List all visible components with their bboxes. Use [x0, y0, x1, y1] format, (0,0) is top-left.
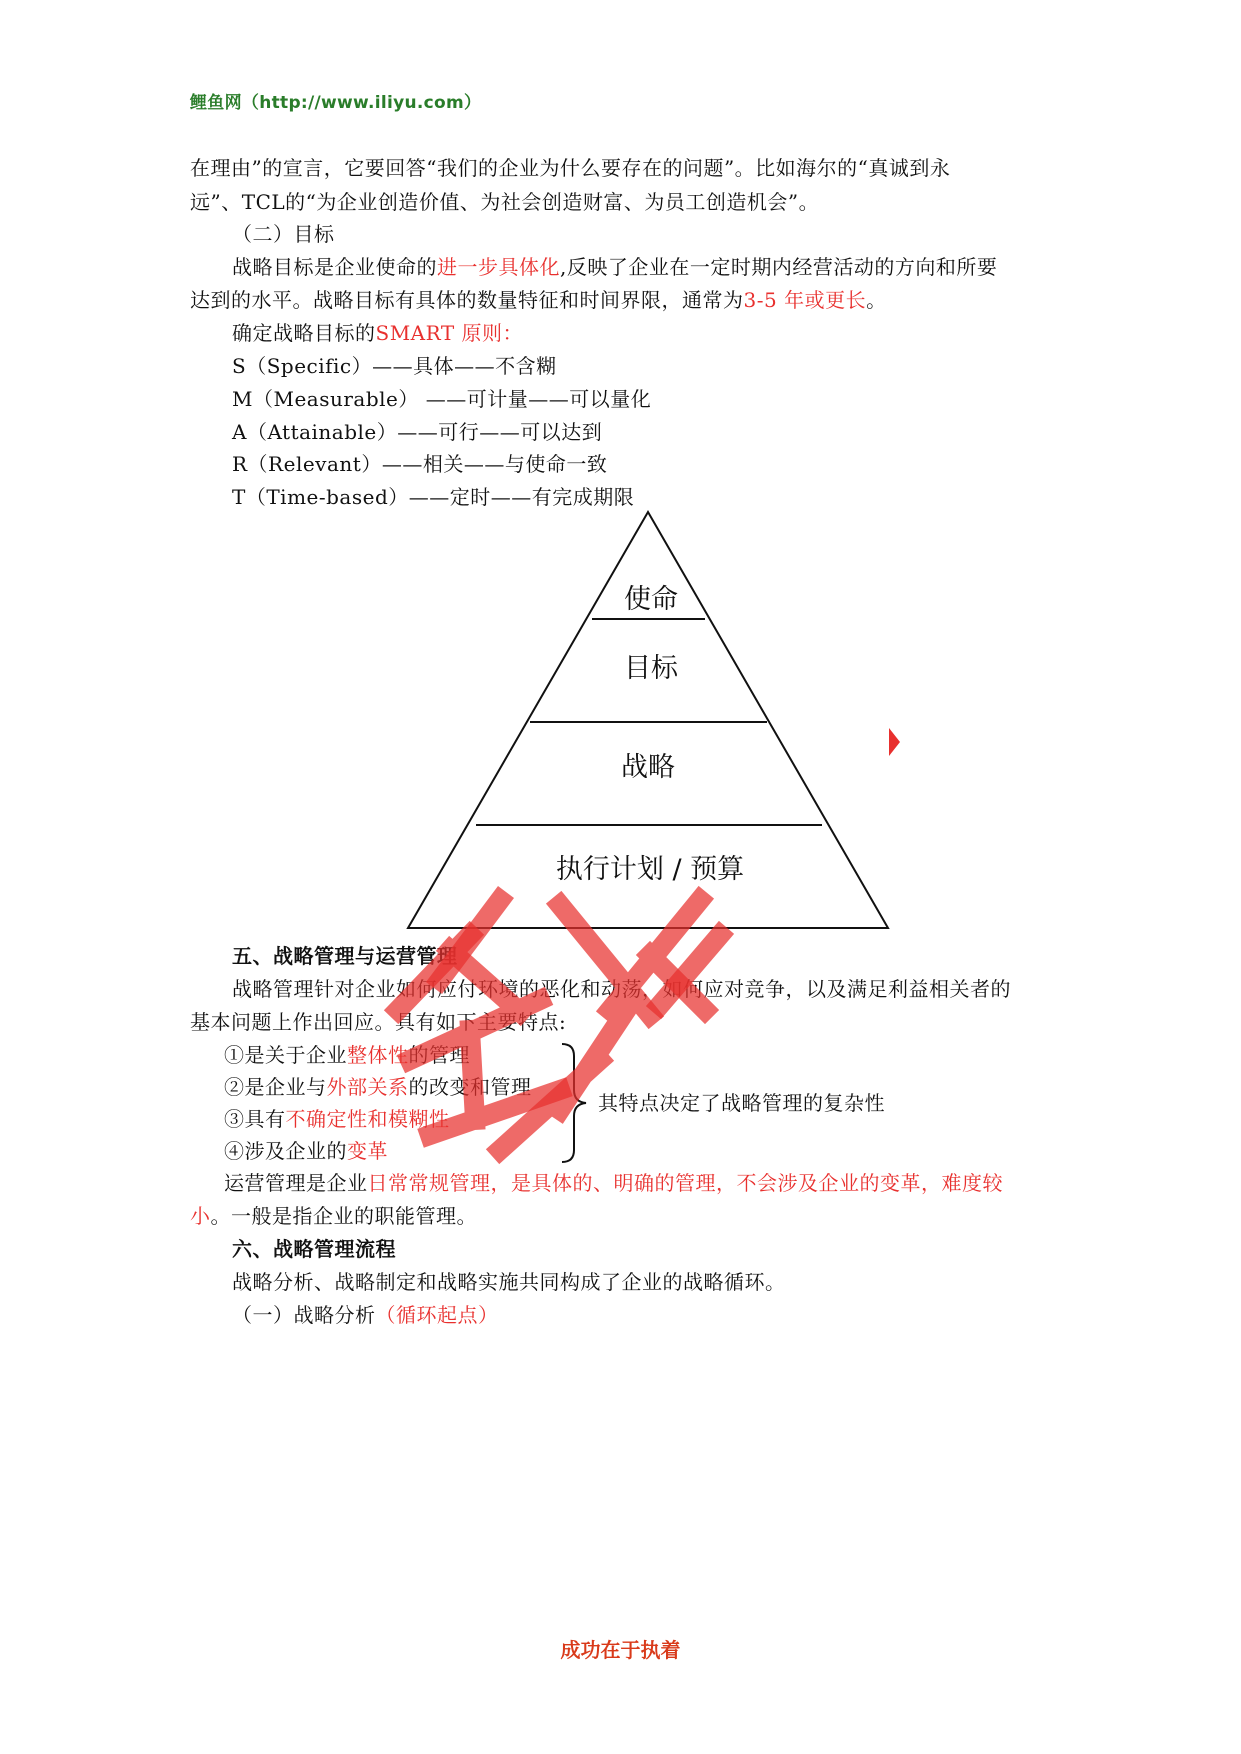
pyramid-level-strategy: 战略 — [621, 752, 675, 783]
goal-p2-highlight: 3-5 年或更长 — [743, 288, 867, 312]
section-5-heading: 五、战略管理与运营管理 — [232, 944, 458, 968]
ops-text-b: 。一般是指企业的职能管理。 — [210, 1204, 477, 1228]
section-5-p1-line-1: 战略管理针对企业如何应付环境的恶化和动荡，如何应对竞争，以及满足利益相关者的 — [232, 977, 1011, 1001]
smart-item-m: M（Measurable） ——可计量——可以量化 — [232, 387, 652, 411]
smart-item-a: A（Attainable）——可行——可以达到 — [232, 420, 603, 444]
feature-item-2 — [224, 1071, 532, 1100]
smart-item-t: T（Time-based）——定时——有完成期限 — [232, 485, 635, 509]
feature-4-highlight: 变革 — [347, 1139, 388, 1163]
feature-3-text-a: ③具有 — [224, 1107, 286, 1131]
section-6-sub-highlight: （循环起点） — [375, 1303, 499, 1327]
section-5-p1-line-2: 基本问题上作出回应。具有如下主要特点: — [190, 1010, 567, 1034]
ops-paragraph-line-2 — [190, 1200, 477, 1229]
feature-1-text-b: 的管理 — [408, 1043, 470, 1067]
goal-heading: （二）目标 — [232, 222, 335, 246]
red-marker-shape — [889, 728, 900, 756]
ops-text-a: 运营管理是企业 — [224, 1171, 368, 1195]
section-6-p1: 战略分析、战略制定和战略实施共同构成了企业的战略循环。 — [232, 1270, 786, 1294]
goal-p2-text-b: 。 — [866, 288, 887, 312]
goal-p1-text-b: ,反映了企业在一定时期内经营活动的方向和所要 — [560, 255, 998, 279]
section-6-heading: 六、战略管理流程 — [232, 1237, 396, 1261]
smart-intro-text: 确定战略目标的 — [232, 321, 376, 345]
section-6-sub-text: （一）战略分析 — [232, 1303, 376, 1327]
feature-1-highlight: 整体性 — [347, 1043, 409, 1067]
goal-p1-highlight: 进一步具体化 — [437, 255, 560, 279]
feature-item-1 — [224, 1039, 470, 1068]
section-6-sub — [232, 1299, 499, 1328]
ops-paragraph-line-1 — [224, 1167, 1003, 1196]
feature-3-highlight: 不确定性和模糊性 — [285, 1107, 450, 1131]
feature-2-text-a: ②是企业与 — [224, 1075, 327, 1099]
goal-p2-text-a: 达到的水平。战略目标有具体的数量特征和时间界限，通常为 — [190, 288, 744, 312]
feature-2-text-b: 的改变和管理 — [408, 1075, 532, 1099]
footer-motto: 成功在于执着 — [560, 1638, 681, 1662]
smart-item-s: S（Specific）——具体——不含糊 — [232, 354, 557, 378]
smart-item-r: R（Relevant）——相关——与使命一致 — [232, 452, 608, 476]
feature-2-highlight: 外部关系 — [326, 1075, 409, 1099]
intro-line-1: 在理由”的宣言，它要回答“我们的企业为什么要存在的问题”。比如海尔的“真诚到永 — [190, 156, 951, 180]
feature-item-3 — [224, 1103, 450, 1132]
site-header: 鲤鱼网（http://www.iliyu.com） — [190, 93, 482, 113]
intro-line-2: 远”、TCL的“为企业创造价值、为社会创造财富、为员工创造机会”。 — [190, 190, 820, 214]
pyramid-level-goal: 目标 — [624, 653, 678, 684]
smart-intro-highlight: SMART 原则： — [375, 321, 524, 345]
feature-item-4 — [224, 1135, 388, 1164]
goal-p1-text-a: 战略目标是企业使命的 — [232, 255, 437, 279]
pyramid-level-mission: 使命 — [624, 584, 678, 615]
ops-highlight-1: 日常常规管理，是具体的、明确的管理，不会涉及企业的变革，难度较 — [367, 1171, 1003, 1195]
brace-note: 其特点决定了战略管理的复杂性 — [598, 1091, 885, 1115]
feature-1-text-a: ①是关于企业 — [224, 1043, 347, 1067]
pyramid-level-execution: 执行计划 / 预算 — [555, 854, 745, 885]
ops-highlight-2: 小 — [190, 1204, 211, 1228]
curly-brace-icon — [560, 1042, 590, 1164]
feature-4-text-a: ④涉及企业的 — [224, 1139, 347, 1163]
